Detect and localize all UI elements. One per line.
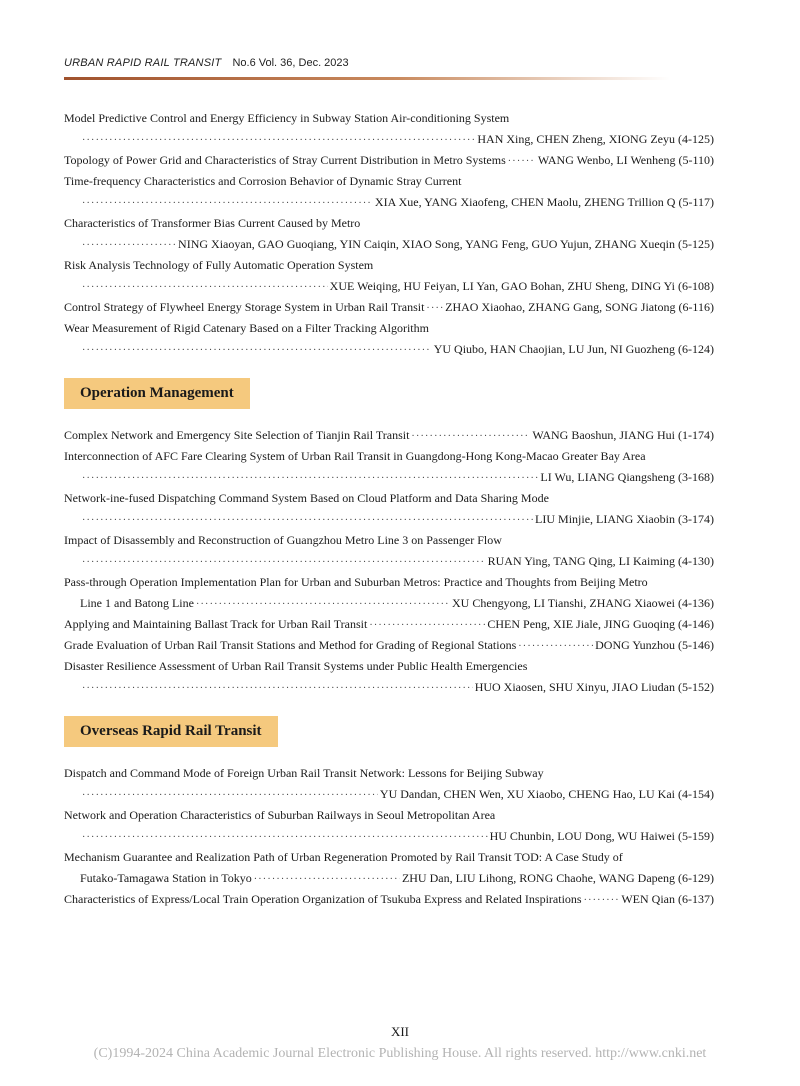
- entries-top: [64, 108, 714, 360]
- entry-leader-line: [64, 593, 714, 614]
- toc-entry: [64, 446, 714, 488]
- entry-authors: YU Dandan, CHEN Wen, XU Xiaobo, CHENG Hao, LU Kai (4-154): [379, 787, 714, 801]
- entry-leader-line: [64, 509, 714, 530]
- entry-title-line: Characteristics of Transformer Bias Current Caused by Metro: [64, 216, 361, 230]
- toc-entry: [64, 297, 714, 318]
- toc-entry: [64, 425, 714, 446]
- entry-title-text: Topology of Power Grid and Characteristics of Stray Current Distribution in Metro Systems: [64, 153, 506, 167]
- entry-leader-line: [64, 297, 714, 318]
- section-operation-management: [64, 378, 714, 409]
- header-rule: [64, 77, 670, 80]
- entry-authors: XU Chengyong, LI Tianshi, ZHANG Xiaowei (4-136): [452, 596, 714, 610]
- entry-title-line: Model Predictive Control and Energy Efficiency in Subway Station Air-conditioning System: [64, 111, 510, 125]
- toc-entry: [64, 255, 714, 297]
- section-title: Operation Management: [64, 378, 250, 409]
- entry-leader-line: [64, 276, 714, 297]
- entry-authors: XUE Weiqing, HU Feiyan, LI Yan, GAO Bohan, ZHU Sheng, DING Yi (6-108): [329, 279, 714, 293]
- entry-authors: YU Qiubo, HAN Chaojian, LU Jun, NI Guozheng (6-124): [433, 342, 714, 356]
- dot-leader: [82, 340, 432, 360]
- entry-title-line: Pass-through Operation Implementation Plan for Urban and Suburban Metros: Practice and Thoughts from Beijing Metro: [64, 575, 648, 589]
- dot-leader: [82, 510, 533, 530]
- entry-leader-line: [64, 192, 714, 213]
- entry-authors: RUAN Ying, TANG Qing, LI Kaiming (4-130): [487, 554, 714, 568]
- entry-leader-line: [64, 150, 714, 171]
- entry-title-text: Applying and Maintaining Ballast Track for Urban Rail Transit: [64, 617, 368, 631]
- page-number: XII: [390, 1024, 410, 1039]
- entry-leader-line: [64, 635, 714, 656]
- contents-list: [64, 108, 714, 910]
- entry-authors: HUO Xiaosen, SHU Xinyu, JIAO Liudan (5-152): [474, 680, 714, 694]
- entry-title-line: Time-frequency Characteristics and Corrosion Behavior of Dynamic Stray Current: [64, 174, 462, 188]
- toc-entry: [64, 150, 714, 171]
- dot-leader: [82, 235, 176, 255]
- entry-leader-line: [64, 234, 714, 255]
- toc-entry: [64, 488, 714, 530]
- dot-leader: [82, 277, 328, 297]
- entry-title-line: Dispatch and Command Mode of Foreign Urban Rail Transit Network: Lessons for Beijing Subway: [64, 766, 544, 780]
- entry-authors: LIU Minjie, LIANG Xiaobin (3-174): [535, 512, 714, 526]
- dot-leader: [254, 869, 400, 889]
- toc-entry: [64, 318, 714, 360]
- section-title: Overseas Rapid Rail Transit: [64, 716, 278, 747]
- entry-leader-line: [64, 339, 714, 360]
- toc-entry: [64, 530, 714, 572]
- toc-entry: [64, 108, 714, 150]
- entry-authors: WANG Wenbo, LI Wenheng (5-110): [537, 153, 714, 167]
- entry-title-line: Risk Analysis Technology of Fully Automatic Operation System: [64, 258, 374, 272]
- toc-entry: [64, 889, 714, 910]
- dot-leader: [82, 785, 378, 805]
- toc-entry: [64, 171, 714, 213]
- dot-leader: [82, 827, 488, 847]
- entry-title-text: Grade Evaluation of Urban Rail Transit Stations and Method for Grading of Regional Stations: [64, 638, 517, 652]
- entry-title-text: Complex Network and Emergency Site Selection of Tianjin Rail Transit: [64, 428, 410, 442]
- entry-title-line: Disaster Resilience Assessment of Urban Rail Transit Systems under Public Health Emergencies: [64, 659, 528, 673]
- entry-title-line: Mechanism Guarantee and Realization Path of Urban Regeneration Promoted by Rail Transit TOD: A Case Study of: [64, 850, 623, 864]
- toc-entry: [64, 805, 714, 847]
- entry-leader-line: [64, 129, 714, 150]
- dot-leader: [508, 151, 536, 171]
- dot-leader: [82, 552, 486, 572]
- entry-title-line: Impact of Disassembly and Reconstruction of Guangzhou Metro Line 3 on Passenger Flow: [64, 533, 502, 547]
- entry-authors: XIA Xue, YANG Xiaofeng, CHEN Maolu, ZHENG Trillion Q (5-117): [374, 195, 714, 209]
- entry-authors: NING Xiaoyan, GAO Guoqiang, YIN Caiqin, XIAO Song, YANG Feng, GUO Yujun, ZHANG Xueqin (5-125): [178, 237, 714, 251]
- entry-leader-line: [64, 868, 714, 889]
- entry-authors: HAN Xing, CHEN Zheng, XIONG Zeyu (4-125): [477, 132, 714, 146]
- section-overseas-rapid-rail-transit: [64, 716, 714, 747]
- dot-leader: [584, 890, 620, 910]
- dot-leader: [196, 594, 450, 614]
- entry-leader-line: [64, 826, 714, 847]
- dot-leader: [82, 468, 538, 488]
- entry-authors: WEN Qian (6-137): [621, 892, 714, 906]
- toc-entry: [64, 847, 714, 889]
- entry-title-text: Characteristics of Express/Local Train Operation Organization of Tsukuba Express and Related Inspirations: [64, 892, 582, 906]
- entry-leader-line: [64, 784, 714, 805]
- toc-entry: [64, 572, 714, 614]
- toc-entry: [64, 763, 714, 805]
- toc-entry: [64, 656, 714, 698]
- dot-leader: [82, 678, 473, 698]
- entry-leader-line: [64, 677, 714, 698]
- entry-authors: DONG Yunzhou (5-146): [595, 638, 714, 652]
- entry-leader-line: [64, 467, 714, 488]
- dot-leader: [518, 636, 593, 656]
- dot-leader: [369, 615, 485, 635]
- entry-authors: ZHU Dan, LIU Lihong, RONG Chaohe, WANG Dapeng (6-129): [401, 871, 714, 885]
- running-header: [64, 57, 349, 69]
- dot-leader: [82, 193, 373, 213]
- entry-leader-line: [64, 614, 714, 635]
- toc-entry: [64, 213, 714, 255]
- dot-leader: [426, 298, 443, 318]
- dot-leader: [82, 130, 475, 150]
- issue-info: No.6 Vol. 36, Dec. 2023: [232, 57, 349, 69]
- toc-entry: [64, 635, 714, 656]
- entry-authors: WANG Baoshun, JIANG Hui (1-174): [532, 428, 714, 442]
- entry-authors: HU Chunbin, LOU Dong, WU Haiwei (5-159): [489, 829, 714, 843]
- entry-authors: CHEN Peng, XIE Jiale, JING Guoqing (4-146): [487, 617, 714, 631]
- entry-authors: LI Wu, LIANG Qiangsheng (3-168): [540, 470, 714, 484]
- entry-leader-line: [64, 425, 714, 446]
- entry-title-line: Network-ine-fused Dispatching Command System Based on Cloud Platform and Data Sharing Mode: [64, 491, 549, 505]
- dot-leader: [411, 426, 530, 446]
- entry-leader-line: [64, 889, 714, 910]
- journal-name: URBAN RAPID RAIL TRANSIT: [64, 57, 222, 69]
- entry-authors: ZHAO Xiaohao, ZHANG Gang, SONG Jiatong (6-116): [445, 300, 714, 314]
- entry-title-line: Wear Measurement of Rigid Catenary Based on a Filter Tracking Algorithm: [64, 321, 429, 335]
- copyright-notice: (C)1994-2024 China Academic Journal Electronic Publishing House. All rights reserved. http://www.cnki.net: [93, 1046, 707, 1061]
- entry-title-text: Futako-Tamagawa Station in Tokyo: [80, 871, 252, 885]
- toc-entry: [64, 614, 714, 635]
- entry-title-line: Network and Operation Characteristics of Suburban Railways in Seoul Metropolitan Area: [64, 808, 496, 822]
- entry-title-line: Interconnection of AFC Fare Clearing System of Urban Rail Transit in Guangdong-Hong Kong-Macao Greater Bay Area: [64, 449, 646, 463]
- entry-title-text: Line 1 and Batong Line: [80, 596, 194, 610]
- entries-overseas: [64, 763, 714, 910]
- entry-title-text: Control Strategy of Flywheel Energy Storage System in Urban Rail Transit: [64, 300, 425, 314]
- entries-operation: [64, 425, 714, 698]
- entry-leader-line: [64, 551, 714, 572]
